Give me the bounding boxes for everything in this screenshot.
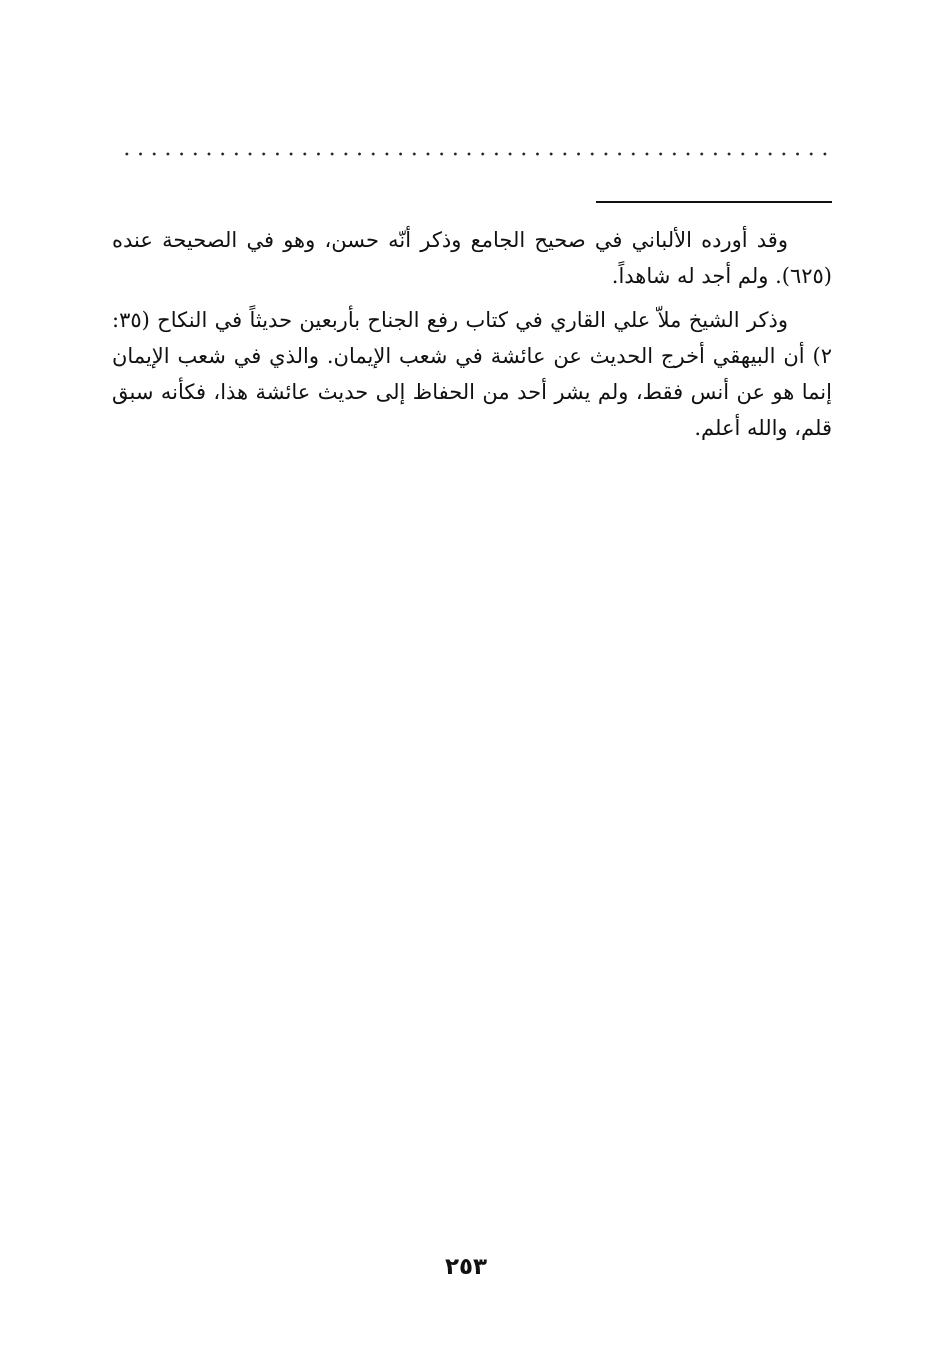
footnote-paragraph: وذكر الشيخ ملاّ علي القاري في كتاب رفع الجناح بأربعين حديثاً في النكاح (٣٥: ٢) أن البيهقي أخرج الحديث عن عائشة في شعب الإيمان. والذي في شعب الإيمان إنما هو عن أنس فقط، ولم يشر أحد من الحفاظ إلى حديث عائشة هذا، فكأنه سبق قلم، والله أعلم. bbox=[112, 308, 832, 440]
dotted-separator bbox=[120, 152, 832, 156]
footnote-separator-line bbox=[596, 201, 832, 203]
page-number: ٢٥٣ bbox=[444, 1254, 488, 1280]
footnotes-section bbox=[112, 222, 832, 454]
footnote-paragraph: وقد أورده الألباني في صحيح الجامع وذكر أنّه حسن، وهو في الصحيحة عنده (٦٢٥). ولم أجد له شاهداً. bbox=[112, 228, 832, 288]
